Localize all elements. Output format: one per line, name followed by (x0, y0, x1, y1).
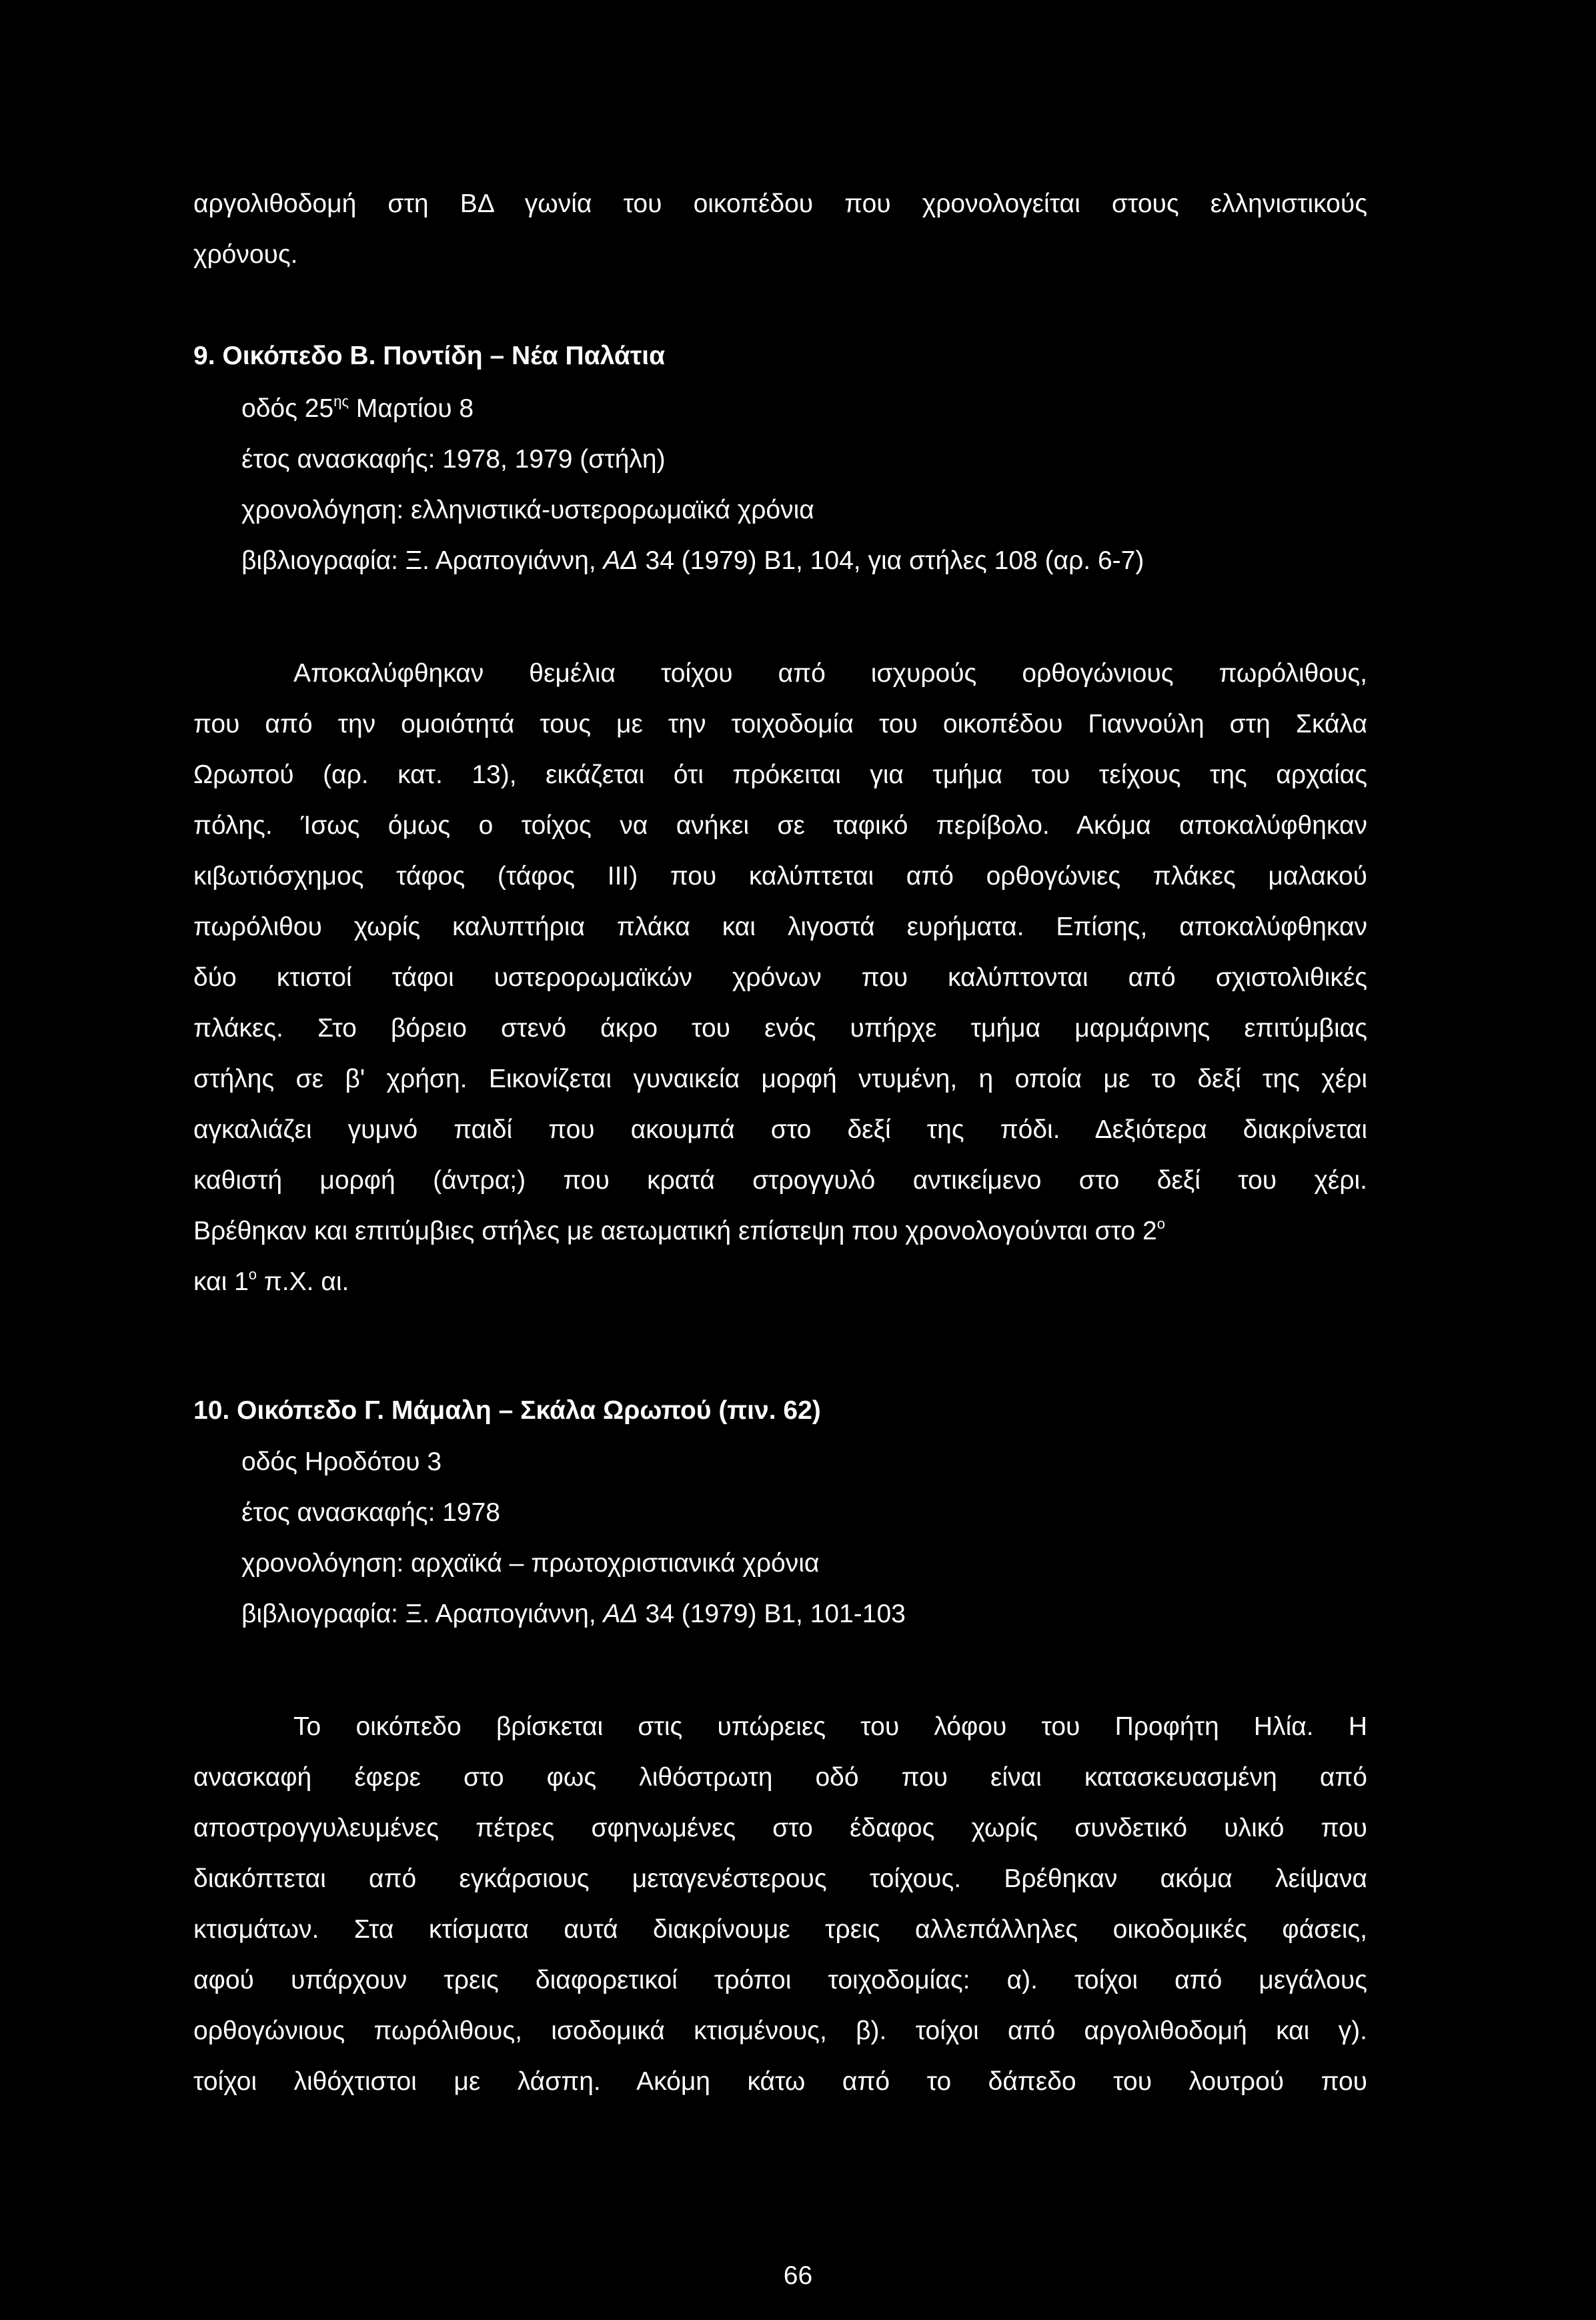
paragraph-line: Ωρωπού (αρ. κατ. 13), εικάζεται ότι πρόκειται για τμήμα του τείχους της αρχαίας (193, 760, 1367, 789)
paragraph-line: πόλης. Ίσως όμως ο τοίχος να ανήκει σε ταφικό περίβολο. Ακόμα αποκαλύφθηκαν (193, 811, 1367, 840)
intro-line-1: αργολιθοδομή στη ΒΔ γωνία του οικοπέδου που χρονολογείται στους ελληνιστικούς (193, 189, 1367, 218)
paragraph-line: στήλης σε β' χρήση. Εικονίζεται γυναικεία μορφή ντυμένη, η οποία με το δεξί της χέρι (193, 1065, 1367, 1093)
paragraph-last-line: και $1^o$ π.Χ. αι. (193, 1266, 349, 1296)
entry-9-dating: χρονολόγηση: ελληνιστικά-υστερορωμαϊκά χρόνια (241, 496, 814, 524)
paragraph-line: πλάκες. Στο βόρειο στενό άκρο του ενός υπήρχε τμήμα μαρμάρινης επιτύμβιας (193, 1014, 1367, 1043)
paragraph-line: ορθογώνιους πωρόλιθους, ισοδομικά κτισμένους, β). τοίχοι από αργολιθοδομή και γ). (193, 2016, 1367, 2045)
paragraph-line: αγκαλιάζει γυμνό παιδί που ακουμπά στο δεξί της πόδι. Δεξιότερα διακρίνεται (193, 1115, 1367, 1144)
paragraph-line: αφού υπάρχουν τρεις διαφορετικοί τρόποι τοιχοδομίας: α). τοίχοι από μεγάλους (193, 1966, 1367, 1994)
entry-9-paragraph (193, 648, 1367, 1307)
paragraph-line: δύο κτιστοί τάφοι υστερορωμαϊκών χρόνων που καλύπτονται από σχιστολιθικές (193, 963, 1367, 992)
paragraph-line: που από την ομοιότητά τους με την τοιχοδομία του οικοπέδου Γιαννούλη στη Σκάλα (193, 710, 1367, 738)
paragraph-line: Το οικόπεδο βρίσκεται στις υπώρειες του λόφου του Προφήτη Ηλία. Η (293, 1712, 1367, 1741)
entry-9-heading: 9. Οικόπεδο Β. Ποντίδη – Νέα Παλάτια (193, 342, 666, 370)
entry-9-excavation-year: έτος ανασκαφής: 1978, 1979 (στήλη) (241, 445, 666, 474)
entry-10-dating: χρονολόγηση: αρχαϊκά – πρωτοχριστιανικά χρόνια (241, 1549, 820, 1578)
paragraph-line: αποστρογγυλευμένες πέτρες σφηνωμένες στο έδαφος χωρίς συνδετικό υλικό που (193, 1814, 1367, 1842)
paragraph-line: τοίχοι λιθόχτιστοι με λάσπη. Ακόμη κάτω από το δάπεδο του λουτρού που (193, 2067, 1367, 2096)
entry-10-metadata (241, 1437, 1375, 1640)
entry-10-excavation-year: έτος ανασκαφής: 1978 (241, 1498, 501, 1527)
intro-paragraph (193, 179, 1367, 280)
paragraph-line: διακόπτεται από εγκάρσιους μεταγενέστερους τοίχους. Βρέθηκαν ακόμα λείψανα (193, 1864, 1367, 1893)
paragraph-line: κτισμάτων. Στα κτίσματα αυτά διακρίνουμε τρεις αλλεπάλληλες οικοδομικές φάσεις, (193, 1915, 1367, 1944)
entry-9-bibliography: βιβλιογραφία: Ξ. Αραπογιάννη, ΑΔ 34 (1979) Β1, 104, για στήλες 108 (αρ. 6-7) (241, 546, 1144, 575)
entry-10-paragraph (193, 1702, 1367, 2107)
paragraph-line: κιβωτιόσχημος τάφος (τάφος ΙΙΙ) που καλύπτεται από ορθογώνιες πλάκες μαλακού (193, 862, 1367, 891)
page-number: 66 (783, 2261, 813, 2290)
paragraph-line: πωρόλιθου χωρίς καλυπτήρια πλάκα και λιγοστά ευρήματα. Επίσης, αποκαλύφθηκαν (193, 913, 1367, 941)
entry-10-address: οδός Ηροδότου 3 (241, 1447, 442, 1476)
paragraph-line: ανασκαφή έφερε στο φως λιθόστρωτη οδό που είναι κατασκευασμένη από (193, 1763, 1367, 1792)
entry-9-address: οδός $25^{\eta\varsigma}$ Μαρτίου 8 (241, 393, 474, 423)
paragraph-line: Αποκαλύφθηκαν θεμέλια τοίχου από ισχυρούς ορθογώνιους πωρόλιθους, (293, 659, 1367, 688)
entry-10-heading: 10. Οικόπεδο Γ. Μάμαλη – Σκάλα Ωρωπού (πιν. 62) (193, 1396, 821, 1425)
intro-line-2: χρόνους. (193, 240, 298, 269)
paragraph-line-with-sup: Βρέθηκαν και επιτύμβιες στήλες με αετωματική επίστεψη που χρονολογούνται στο $2^o$ (193, 1215, 1166, 1245)
entry-9-metadata (241, 384, 1375, 586)
entry-10-bibliography: βιβλιογραφία: Ξ. Αραπογιάννη, ΑΔ 34 (1979) Β1, 101-103 (241, 1600, 906, 1628)
paragraph-line: καθιστή μορφή (άντρα;) που κρατά στρογγυλό αντικείμενο στο δεξί του χέρι. (193, 1166, 1367, 1195)
